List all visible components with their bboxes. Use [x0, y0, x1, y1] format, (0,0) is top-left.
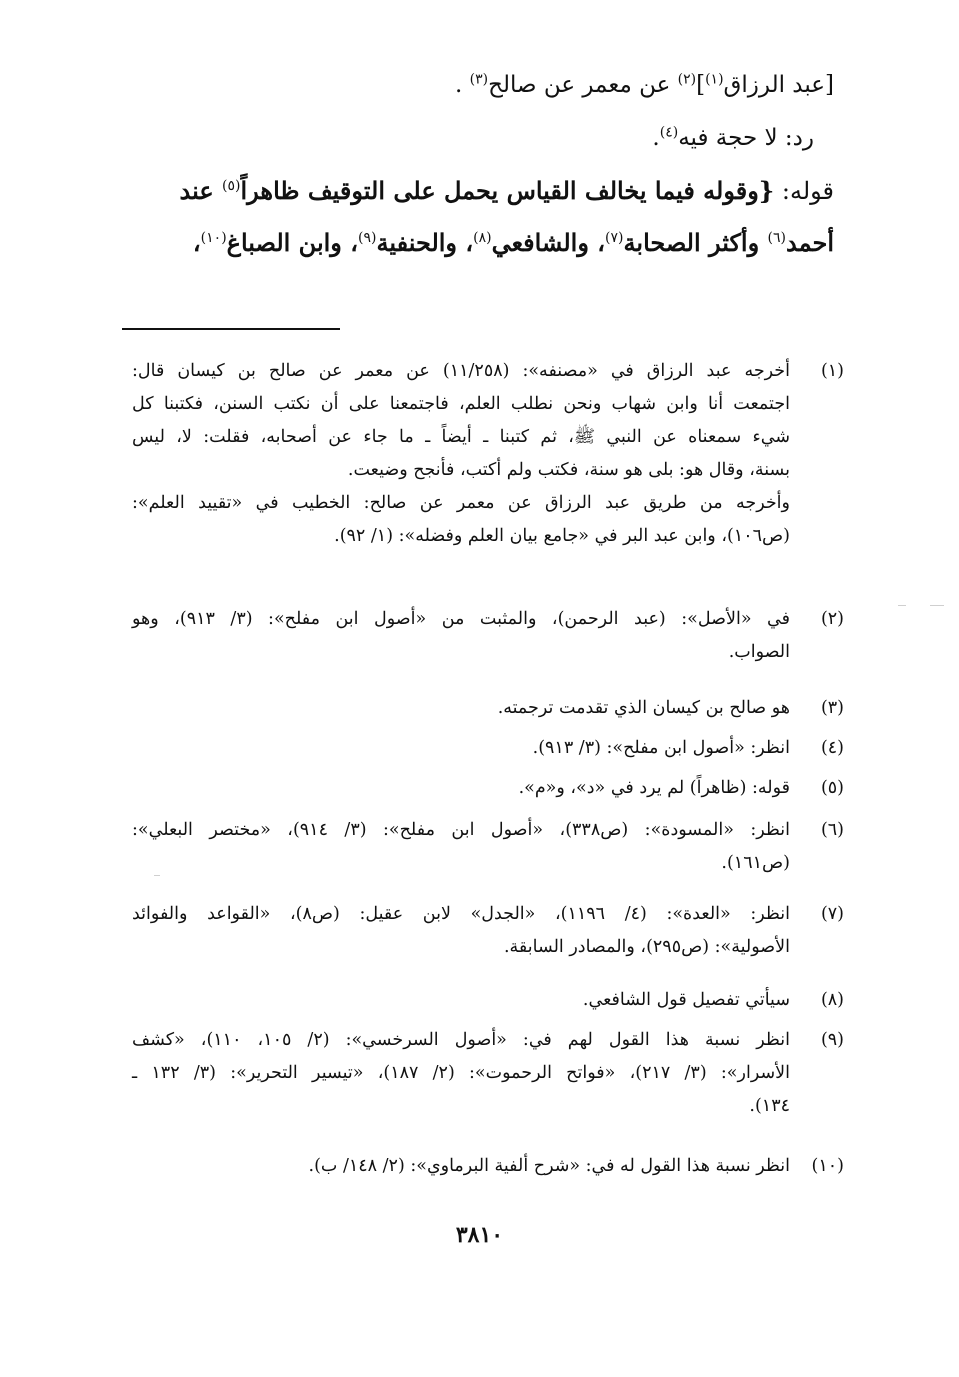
footnote-line: (ص١٠٦)، وابن عبد البر في «جامع بيان العلم وفضله»: (١/ ٩٢).	[334, 526, 790, 546]
footnote-number: (٨)	[820, 990, 844, 1010]
footnote-ref[interactable]: (٨)	[473, 230, 492, 246]
footnote-number: (٧)	[820, 904, 844, 924]
footnote-2	[132, 603, 844, 669]
text-run: ،	[192, 228, 201, 257]
footnote-5	[132, 772, 844, 805]
footnote-10	[132, 1150, 844, 1183]
text-run: عن معمر عن صالح	[488, 72, 678, 98]
footnote-line: الصواب.	[728, 642, 790, 662]
text-run: أحمد	[786, 228, 834, 257]
footnote-body	[132, 732, 790, 765]
main-text-line-4	[134, 228, 834, 257]
page-number: ٣٨١٠	[455, 1222, 504, 1248]
footnote-ref[interactable]: (٤)	[659, 124, 679, 141]
text-run: ]	[696, 72, 706, 98]
footnote-body	[132, 772, 790, 805]
footnote-line: انظر: «أصول ابن مفلح»: (٣/ ٩١٣).	[532, 738, 790, 758]
footnote-8	[132, 984, 844, 1017]
footnote-line: انظر: «العدة»: (٤/ ١١٩٦)، «الجدل» لابن عقيل: (ص٨)، «القواعد والفوائد	[132, 904, 790, 924]
footnote-number: (٥)	[820, 778, 844, 798]
footnote-line: انظر نسبة هذا القول له في: «شرح ألفية البرماوي»: (٢/ ١٤٨/ ب).	[308, 1156, 790, 1176]
footnote-line: وأخرجه من طريق عبد الرزاق عن معمر عن صالح: الخطيب في «تقييد العلم»:	[132, 493, 790, 513]
scan-speck	[930, 605, 944, 606]
footnote-line: انظر نسبة هذا القول لهم في: «أصول السرخسي»: (٢/ ١٠٥، ١١٠)، «كشف	[132, 1030, 790, 1050]
footnote-1	[132, 355, 844, 553]
footnote-number: (٦)	[820, 820, 844, 840]
footnote-body	[132, 984, 790, 1017]
footnote-number: (٣)	[820, 698, 844, 718]
footnote-body	[132, 1150, 790, 1183]
footnote-number: (١)	[820, 361, 844, 381]
footnote-number: (٤)	[820, 738, 844, 758]
footnote-body	[132, 1024, 790, 1123]
footnote-ref[interactable]: (١٠)	[200, 230, 227, 246]
footnote-number: (٢)	[820, 609, 844, 629]
footnote-ref[interactable]: (١)	[705, 71, 724, 88]
footnote-7	[132, 898, 844, 964]
footnote-line: سيأتي تفصيل قول الشافعي.	[582, 990, 790, 1010]
text-run: .	[652, 125, 660, 151]
text-run: {وقوله فيما يخالف القياس يحمل على التوقيف ظاهراً	[240, 176, 775, 205]
footnote-line: أخرجه عبد الرزاق في «مصنفه»: (١١/٢٥٨) عن معمر عن صالح بن كيسان قال:	[132, 361, 790, 381]
footnote-body	[132, 898, 790, 964]
footnote-line: الأصولية»: (ص٢٩٥)، والمصادر السابقة.	[503, 937, 790, 957]
footnote-ref[interactable]: (٦)	[767, 230, 787, 246]
text-run: ، والشافعي	[491, 228, 606, 257]
footnote-6	[132, 814, 844, 880]
footnote-line: الأسرار»: (٣/ ٢١٧)، «فواتح الرحموت»: (٢/ ١٨٧)، «تيسير التحرير»: (٣/ ١٣٢ ـ	[132, 1063, 790, 1083]
footnote-ref[interactable]: (٣)	[469, 71, 489, 88]
footnote-line: اجتمعت أنا وابن شهاب ونحن نطلب العلم، فاجتمعنا على أن نكتب السنن، فكتبنا كل	[132, 394, 790, 414]
footnote-line: في «الأصل»: (عبد الرحمن)، والمثبت من «أصول ابن مفلح»: (٣/ ٩١٣)، وهو	[132, 609, 790, 629]
main-text-line-3	[134, 176, 834, 205]
footnote-line: شيء سمعناه عن النبي ﷺ، ثم كتبنا ـ أيضاً ـ ما جاء عن أصحابه، فقلت: لا، ليس	[132, 427, 790, 447]
footnote-line: ١٣٤).	[749, 1096, 790, 1116]
footnote-ref[interactable]: (٧)	[605, 230, 624, 246]
footnote-ref[interactable]: (٥)	[222, 178, 241, 194]
footnote-line: (ص١٦١).	[721, 853, 790, 873]
footnote-body	[132, 814, 790, 880]
text-run: عند	[179, 176, 223, 205]
footnote-separator	[122, 328, 340, 330]
footnote-line: هو صالح بن كيسان الذي تقدمت ترجمته.	[497, 698, 790, 718]
footnote-line: انظر: «المسودة»: (ص٣٣٨)، «أصول ابن مفلح»: (٣/ ٩١٤)، «مختصر البعلي»:	[132, 820, 790, 840]
main-text-line-2	[114, 125, 814, 151]
scan-speck	[154, 875, 160, 876]
text-run: ، والحنفية	[376, 228, 474, 257]
footnote-number: (١٠)	[811, 1156, 844, 1176]
text-run: .	[455, 72, 470, 98]
footnote-body	[132, 603, 790, 669]
footnote-line: قوله: (ظاهراً) لم يرد في «د»، و«م».	[518, 778, 790, 798]
text-run: قوله:	[774, 177, 834, 205]
text-run: رد: لا حجة فيه	[678, 125, 814, 151]
footnote-ref[interactable]: (٩)	[358, 230, 377, 246]
footnote-body	[132, 692, 790, 725]
footnote-line: بسنة، وقال هو: بلى هو سنة، فكتب ولم أكتب، فأنجح وضيعت.	[347, 460, 790, 480]
text-run: [عبد الرزاق	[723, 72, 834, 98]
footnote-9	[132, 1024, 844, 1123]
scan-speck	[898, 605, 906, 606]
footnote-3	[132, 692, 844, 725]
footnote-ref[interactable]: (٢)	[677, 71, 697, 88]
main-text-line-1	[134, 72, 834, 98]
text-run: وأكثر الصحابة	[623, 228, 768, 257]
text-run: ، وابن الصباغ	[226, 228, 358, 257]
footnote-number: (٩)	[820, 1030, 844, 1050]
footnote-4	[132, 732, 844, 765]
footnote-body	[132, 355, 790, 553]
